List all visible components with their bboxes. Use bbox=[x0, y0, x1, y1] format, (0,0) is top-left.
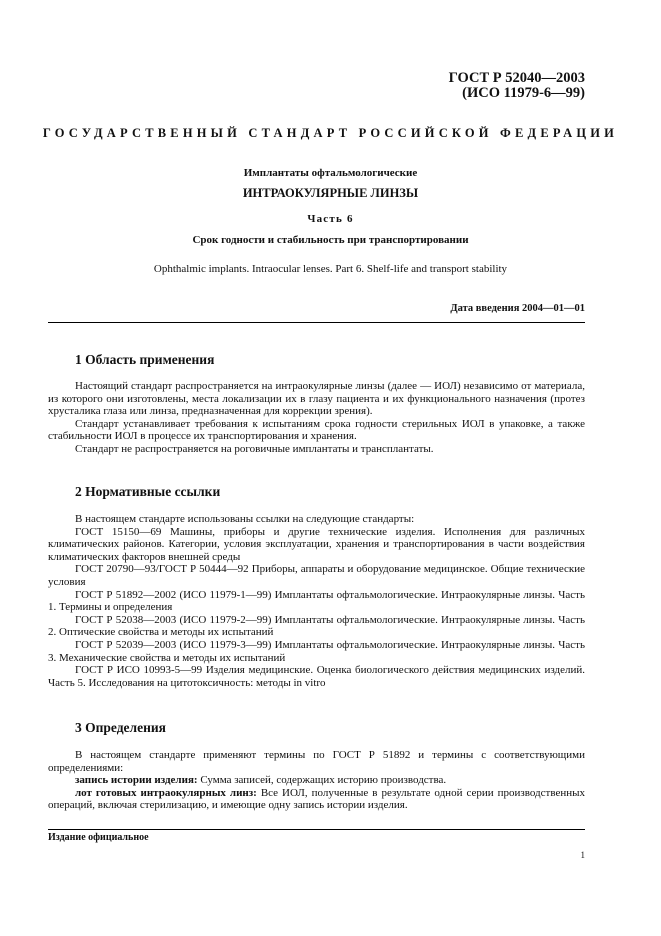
official-edition-label: Издание официальное bbox=[48, 832, 149, 843]
paragraph: В настоящем стандарте применяют термины по ГОСТ Р 51892 и термины с соответствующими определениями: bbox=[48, 749, 585, 774]
paragraph: В настоящем стандарте использованы ссылки на следующие стандарты: bbox=[75, 513, 415, 525]
english-title: Ophthalmic implants. Intraocular lenses. Part 6. Shelf-life and transport stability bbox=[153, 263, 508, 275]
reference-item: ГОСТ Р 52039—2003 (ИСО 11979-3—99) Имплантаты офтальмологические. Интраокулярные линзы. Часть 3. Механические свойства и методы их испытаний bbox=[48, 638, 585, 664]
definition-item bbox=[48, 787, 585, 812]
section-heading-definitions: 3 Определения bbox=[75, 720, 166, 735]
title-line2: ИНТРАОКУЛЯРНЫЕ ЛИНЗЫ bbox=[242, 186, 419, 200]
term-definition: Сумма записей, содержащих историю производства. bbox=[197, 774, 447, 787]
part-label: Часть 6 bbox=[307, 213, 354, 225]
state-standard-title: ГОСУДАРСТВЕННЫЙ СТАНДАРТ РОССИЙСКОЙ ФЕДЕРАЦИИ bbox=[42, 126, 619, 140]
section-heading-scope: 1 Область применения bbox=[75, 352, 215, 367]
term: запись истории изделия: bbox=[75, 774, 198, 787]
reference-item: ГОСТ 20790—93/ГОСТ Р 50444—92 Приборы, аппараты и оборудование медицинское. Общие технические условия bbox=[48, 563, 585, 588]
divider-bottom bbox=[48, 829, 585, 830]
section-body-scope bbox=[48, 380, 585, 456]
section-body-references bbox=[48, 513, 585, 689]
section-heading-references: 2 Нормативные ссылки bbox=[75, 484, 221, 499]
subtitle: Срок годности и стабильность при транспортировании bbox=[192, 234, 469, 246]
reference-item: ГОСТ Р 52038—2003 (ИСО 11979-2—99) Имплантаты офтальмологические. Интраокулярные линзы. Часть 2. Оптические свойства и методы их испытаний bbox=[48, 613, 585, 639]
reference-item: ГОСТ Р ИСО 10993-5—99 Изделия медицинские. Оценка биологического действия медицинских изделий. Часть 5. Исследования на цитотоксичность: методы in vitro bbox=[48, 664, 585, 689]
standard-code bbox=[449, 71, 585, 101]
title-line1: Имплантаты офтальмологические bbox=[243, 167, 418, 179]
standard-code-line2: (ИСО 11979-6—99) bbox=[462, 85, 585, 101]
divider-top bbox=[48, 322, 585, 323]
standard-code-line1: ГОСТ Р 52040—2003 bbox=[448, 70, 585, 86]
date-of-introduction: Дата введения 2004—01—01 bbox=[450, 303, 585, 314]
section-body-definitions bbox=[48, 749, 585, 812]
paragraph: Стандарт устанавливает требования к испытаниям срока годности стерильных ИОЛ в упаковке, а также стабильности ИОЛ в процессе их транспортирования и хранения. bbox=[48, 417, 585, 443]
definition-item bbox=[48, 774, 585, 787]
term: лот готовых интраокулярных линз: bbox=[75, 786, 257, 799]
term-definition: Все ИОЛ, полученные в результате одной серии производственных операций, включая стерилизацию, и имеющие одну запись истории изделия. bbox=[48, 786, 585, 812]
reference-item: ГОСТ 15150—69 Машины, приборы и другие технические изделия. Исполнения для различных климатических районов. Категории, условия эксплуатации, хранения и транспортирования в части воздействия климатических факторов внешней среды bbox=[48, 525, 585, 563]
reference-item: ГОСТ Р 51892—2002 (ИСО 11979-1—99) Имплантаты офтальмологические. Интраокулярные линзы. Часть 1. Термины и определения bbox=[48, 588, 585, 614]
paragraph: Настоящий стандарт распространяется на интраокулярные линзы (далее — ИОЛ) независимо от материала, из которого они изготовлены, места локализации их в глазу пациента и их функционального назначения (протез хрусталика глаза или линза, предназначенная для коррекции зрения). bbox=[48, 380, 585, 418]
page-number: 1 bbox=[580, 850, 585, 860]
paragraph: Стандарт не распространяется на роговичные имплантаты и трансплантаты. bbox=[75, 442, 434, 455]
